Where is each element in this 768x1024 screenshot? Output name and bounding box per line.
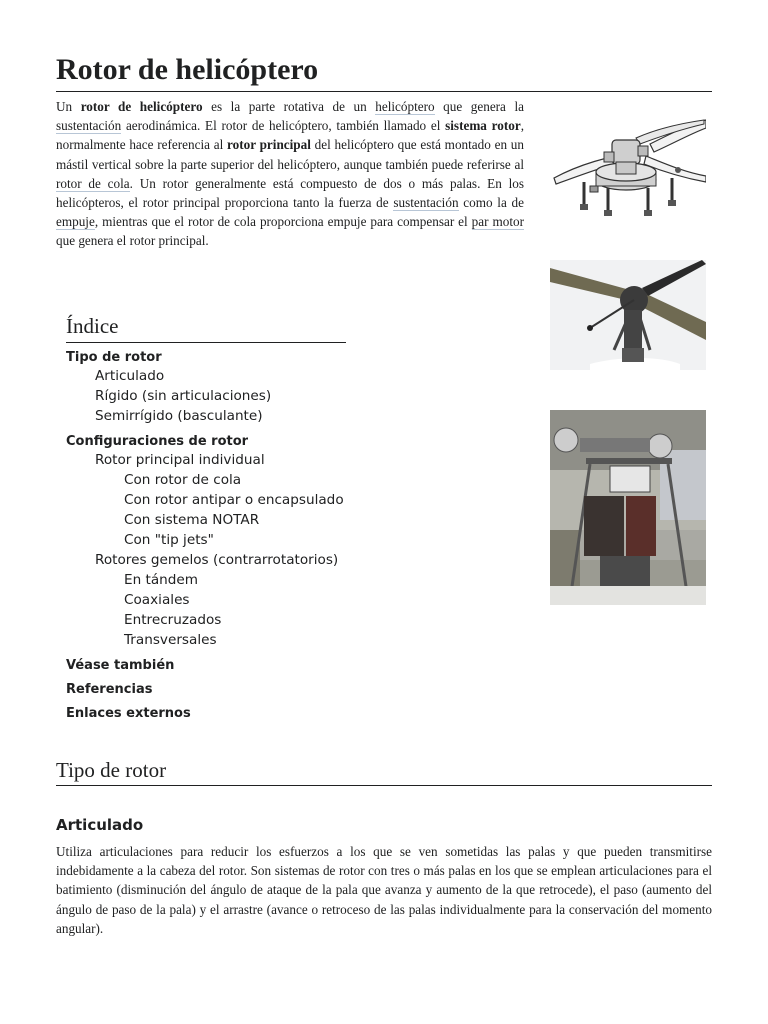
section-divider — [56, 785, 712, 786]
toc-item-tipo-de-rotor[interactable]: Tipo de rotor — [66, 350, 162, 365]
toc-item-rigido[interactable]: Rígido (sin articulaciones) — [95, 388, 272, 404]
lead-bold-term: rotor de helicóptero — [80, 99, 203, 114]
toc-item-con-tip-jets[interactable]: Con "tip jets" — [124, 532, 214, 548]
page-title: Rotor de helicóptero — [56, 53, 319, 86]
toc-item-en-tandem[interactable]: En tándem — [124, 572, 199, 588]
lead-text: , normalmente hace referencia al — [56, 118, 524, 153]
lead-text: que genera la — [434, 99, 524, 114]
toc-item-transversales[interactable]: Transversales — [124, 632, 217, 648]
lead-text: , mientras que el rotor de cola proporciona empuje para compensar el — [94, 214, 472, 230]
toc-item-rotor-principal-individual[interactable]: Rotor principal individual — [95, 452, 265, 468]
rotor-head-diagram-image[interactable] — [550, 112, 706, 222]
lead-text: que genera el rotor principal. — [56, 233, 209, 249]
toc-title: Índice — [66, 313, 346, 343]
link-rotor-de-cola[interactable]: rotor de cola — [56, 175, 130, 191]
toc-item-coaxiales[interactable]: Coaxiales — [124, 592, 190, 608]
link-empuje[interactable]: empuje — [56, 214, 95, 230]
lead-bold-term: sistema rotor — [445, 118, 521, 134]
link-helicoptero[interactable]: helicóptero — [375, 99, 435, 114]
toc-item-entrecruzados[interactable]: Entrecruzados — [124, 612, 222, 628]
toc-item-con-rotor-de-cola[interactable]: Con rotor de cola — [124, 472, 242, 488]
link-par-motor[interactable]: par motor — [471, 214, 524, 230]
lead-text: aerodinámica. El rotor de helicóptero, también llamado el — [121, 118, 446, 134]
lead-text: es la parte rotativa de un — [202, 99, 376, 114]
lead-paragraph — [56, 97, 524, 251]
toc-item-articulado[interactable]: Articulado — [95, 368, 165, 384]
museum-rotor-assembly-image[interactable] — [550, 410, 706, 605]
table-of-contents — [66, 313, 346, 722]
toc-item-enlaces-externos[interactable]: Enlaces externos — [66, 706, 191, 721]
toc-item-con-sistema-notar[interactable]: Con sistema NOTAR — [124, 512, 260, 528]
toc-item-con-rotor-antipar[interactable]: Con rotor antipar o encapsulado — [124, 492, 344, 508]
toc-item-referencias[interactable]: Referencias — [66, 682, 153, 697]
articulado-paragraph: Utiliza articulaciones para reducir los esfuerzos a los que se ven sometidas las palas y que pueden transmitirse indebidamente a la cabeza del rotor. Son sistemas de rotor con tres o más palas en los que se emplean articulaciones para el batimiento (disminución del ángulo de ataque de la pala que avanza y aumento de la que retrocede), el paso (aumento del ángulo de paso de la pala) y el arrastre (avance o retroceso de las palas individualmente para la conservación del momento angular). — [56, 844, 712, 936]
section-heading-tipo-de-rotor: Tipo de rotor — [56, 758, 167, 782]
rotor-hub-photo-image[interactable] — [550, 260, 706, 370]
title-divider — [56, 91, 712, 92]
toc-item-rotores-gemelos[interactable]: Rotores gemelos (contrarrotatorios) — [95, 552, 339, 568]
subsection-heading-articulado: Articulado — [56, 816, 144, 834]
link-sustentacion-2[interactable]: sustentación — [393, 195, 459, 211]
lead-bold-term: rotor principal — [227, 137, 311, 153]
lead-text: del helicóptero que está montado en un mástil vertical sobre la parte superior del helicóptero, aunque también puede referirse al — [56, 137, 524, 172]
toc-item-configuraciones[interactable]: Configuraciones de rotor — [66, 434, 249, 449]
lead-text: . Un rotor generalmente está compuesto de dos o más palas. En los helicópteros, el rotor principal proporciona tanto la fuerza de — [56, 175, 525, 211]
toc-item-vease-tambien[interactable]: Véase también — [66, 658, 175, 673]
lead-text: Un — [56, 99, 81, 114]
toc-item-semirrigido[interactable]: Semirrígido (basculante) — [95, 408, 263, 424]
lead-text: como la de — [458, 195, 525, 211]
link-sustentacion[interactable]: sustentación — [56, 118, 122, 134]
